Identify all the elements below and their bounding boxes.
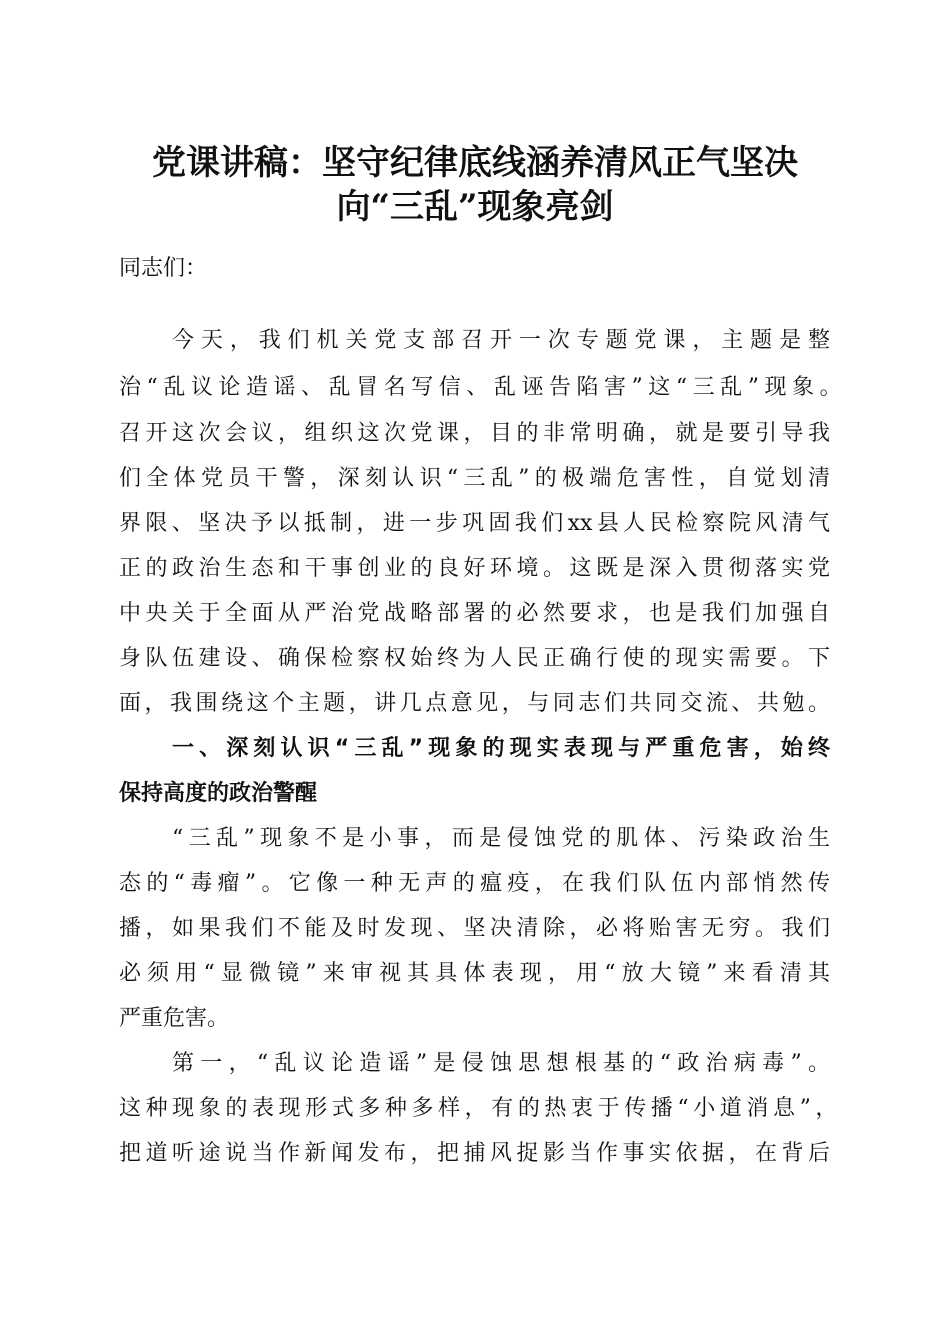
paragraph-2-line-3: 播，如果我们不能及时发现、坚决清除，必将贻害无穷。我们 <box>119 916 830 941</box>
paragraph-2-line-2: 态的“毒瘤”。它像一种无声的瘟疫，在我们队伍内部悄然传 <box>119 871 830 896</box>
paragraph-1-line-6: 正的政治生态和干事创业的良好环境。这既是深入贯彻落实党 <box>119 556 830 581</box>
paragraph-3-line-1: 第一，“乱议论造谣”是侵蚀思想根基的“政治病毒”。 <box>172 1051 830 1076</box>
paragraph-1-line-7: 中央关于全面从严治党战略部署的必然要求，也是我们加强自 <box>119 601 830 626</box>
document-title-line-2: 向“三乱”现象亮剑 <box>336 187 614 227</box>
document-title-line-1: 党课讲稿：坚守纪律底线涵养清风正气坚决 <box>152 143 798 183</box>
paragraph-2-line-5: 严重危害。 <box>119 1006 230 1031</box>
paragraph-1-line-2: 治“乱议论造谣、乱冒名写信、乱诬告陷害”这“三乱”现象。 <box>119 375 841 400</box>
paragraph-3-line-3: 把道听途说当作新闻发布，把捕风捉影当作事实依据，在背后 <box>119 1141 830 1166</box>
section-heading-1-line-2: 保持高度的政治警醒 <box>119 781 318 806</box>
paragraph-1-line-8: 身队伍建设、确保检察权始终为人民正确行使的现实需要。下 <box>119 646 830 671</box>
paragraph-2-line-1: “三乱”现象不是小事，而是侵蚀党的肌体、污染政治生 <box>172 826 830 851</box>
paragraph-3-line-2: 这种现象的表现形式多种多样，有的热衷于传播“小道消息”， <box>119 1096 837 1121</box>
paragraph-1-line-3: 召开这次会议，组织这次党课，目的非常明确，就是要引导我 <box>119 421 830 446</box>
paragraph-1-line-5: 界限、坚决予以抵制，进一步巩固我们xx县人民检察院风清气 <box>119 511 830 536</box>
paragraph-1-line-4: 们全体党员干警，深刻认识“三乱”的极端危害性，自觉划清 <box>119 466 830 491</box>
paragraph-2-line-4: 必须用“显微镜”来审视其具体表现，用“放大镜”来看清其 <box>119 961 830 986</box>
section-heading-1-line-1: 一、深刻认识“三乱”现象的现实表现与严重危害，始终 <box>172 736 830 761</box>
salutation: 同志们： <box>119 256 208 281</box>
paragraph-1-line-9: 面，我围绕这个主题，讲几点意见，与同志们共同交流、共勉。 <box>119 691 830 716</box>
paragraph-1-line-1: 今天，我们机关党支部召开一次专题党课，主题是整 <box>172 328 830 353</box>
